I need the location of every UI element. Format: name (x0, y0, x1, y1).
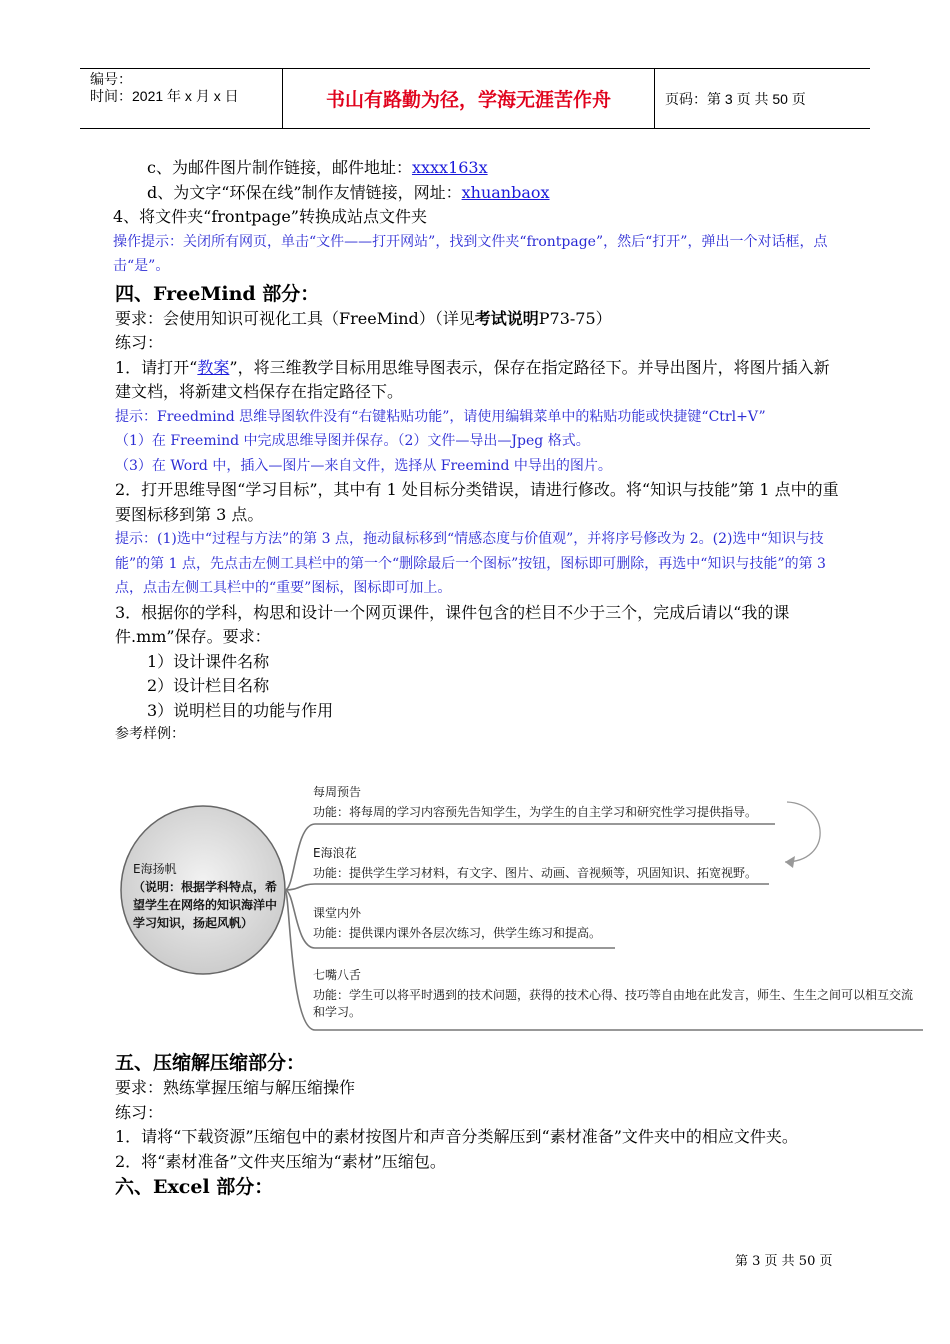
q3-item-1: 1）设计课件名称 (147, 651, 270, 671)
branch-3-title: 课堂内外 (313, 906, 362, 920)
lesson-plan-link[interactable]: 教案 (197, 357, 230, 377)
section5-practice: 练习： (115, 1102, 164, 1122)
document-body-2 (115, 1050, 845, 1200)
arrow-head-icon (785, 856, 795, 868)
motto: 书山有路勤为径，学海无涯苦作舟 (282, 69, 655, 128)
document-body (115, 156, 845, 745)
section4-heading: 四、FreeMind 部分： (115, 282, 320, 305)
tip-1-step2: （3）在 Word 中，插入—图片—来自文件，选择从 Freemind 中导出的图片。 (115, 457, 612, 474)
page-header (80, 68, 870, 129)
section4-practice: 练习： (115, 333, 164, 352)
item-c (115, 156, 845, 181)
center-node (121, 808, 286, 974)
q1-prefix: 1．请打开“ (115, 357, 198, 377)
branch-2 (313, 845, 757, 882)
q3-item-2: 2）设计栏目名称 (147, 676, 270, 695)
req-suffix: P73-75） (538, 308, 612, 328)
tip-2: 提示：(1)选中“过程与方法”的第 3 点，拖动鼠标移到“情感态度与价值观”，并将序号修改为 2。(2)选中“知识与技能”的第 1 点，先点击左侧工具栏中的第一个“删除最后一个图标”按钮，图标即可删除，再选中“知识与技能”的第 3 点，点击左侧工具栏中的“重要”图标，图标即可加上。 (115, 531, 826, 596)
item-d (115, 181, 845, 206)
req-bold: 考试说明 (474, 308, 539, 328)
branch-1-title: 每周预告 (313, 785, 362, 799)
branch-line-2 (285, 884, 769, 890)
email-link[interactable]: xxxx163x (411, 158, 488, 177)
branch-4 (313, 967, 921, 1021)
center-title: E海扬帆 (133, 862, 177, 876)
item-d-text: d、为文字“环保在线”制作友情链接，网址： (147, 182, 462, 202)
section4-q2: 2．打开思维导图“学习目标”，其中有 1 处目标分类错误，请进行修改。将“知识与技能”第 1 点中的重要图标移到第 3 点。 (115, 480, 839, 524)
branch-2-title: E海浪花 (313, 846, 357, 860)
section5-requirement: 要求：熟练掌握压缩与解压缩操作 (115, 1078, 356, 1097)
section5-q2: 2．将“素材准备”文件夹压缩为“素材”压缩包。 (115, 1151, 446, 1171)
branch-3-desc: 功能：提供课内课外各层次练习，供学生练习和提高。 (313, 926, 602, 940)
section4-q3: 3．根据你的学科，构思和设计一个网页课件，课件包含的栏目不少于三个，完成后请以“我的课件.mm”保存。要求： (115, 602, 790, 646)
branch-4-desc: 功能：学生可以将平时遇到的技术问题，获得的技术心得、技巧等自由地在此发言，师生、生生之间可以相互交流和学习。 (313, 988, 914, 1019)
time-label: 时间：2021 年 x 月 x 日 (90, 88, 239, 104)
page-label: 页码：第 3 页 共 50 页 (665, 90, 806, 107)
tip-1: 提示：Freedmind 思维导图软件没有“右键粘贴功能”，请使用编辑菜单中的粘贴功能或快捷键“Ctrl+V” (115, 408, 766, 425)
section5-q1: 1．请将“下载资源”压缩包中的素材按图片和声音分类解压到“素材准备”文件夹中的相应文件夹。 (115, 1127, 798, 1146)
q3-item-3: 3）说明栏目的功能与作用 (147, 700, 334, 720)
branch-3 (313, 905, 601, 942)
section4-q1 (115, 356, 845, 405)
branch-1 (313, 784, 757, 821)
number-label: 编号： (90, 71, 132, 87)
section6-heading: 六、Excel 部分： (115, 1176, 274, 1198)
item-c-text: c、为邮件图片制作链接，邮件地址： (147, 158, 412, 177)
section5-heading: 五、压缩解压缩部分： (115, 1052, 306, 1074)
header-left-cell (80, 69, 282, 128)
q1-suffix: ”，将三维教学目标用思维导图表示，保存在指定路径下。并导出图片，将图片插入新建文档，将新建文档保存在指定路径下。 (115, 357, 830, 401)
branch-2-desc: 功能：提供学生学习材料，有文字、图片、动画、音视频等，巩固知识、拓宽视野。 (313, 866, 758, 880)
tip-1-step1: （1）在 Freemind 中完成思维导图并保存。（2）文件—导出—Jpeg 格式。 (115, 433, 590, 449)
section4-requirement (115, 307, 845, 332)
sample-label: 参考样例： (115, 726, 185, 742)
branch-4-title: 七嘴八舌 (313, 968, 362, 982)
page-footer: 第 3 页 共 50 页 (735, 1254, 833, 1269)
req-prefix: 要求：会使用知识可视化工具（FreeMind）（详见 (115, 308, 475, 328)
website-link[interactable]: xhuanbaox (461, 182, 550, 202)
branch-1-desc: 功能：将每周的学习内容预先告知学生，为学生的自主学习和研究性学习提供指导。 (313, 805, 758, 819)
tip-4: 操作提示：关闭所有网页，单击“文件——打开网站”，找到文件夹“frontpage”，然后“打开”，弹出一个对话框，点击“是”。 (113, 233, 828, 274)
arrow-link (785, 802, 820, 862)
mindmap-sample (115, 778, 923, 1036)
center-desc: （说明：根据学科特点，希望学生在网络的知识海洋中学习知识，扬起风帆） (133, 880, 278, 930)
item-4: 4、将文件夹“frontpage”转换成站点文件夹 (113, 207, 427, 226)
